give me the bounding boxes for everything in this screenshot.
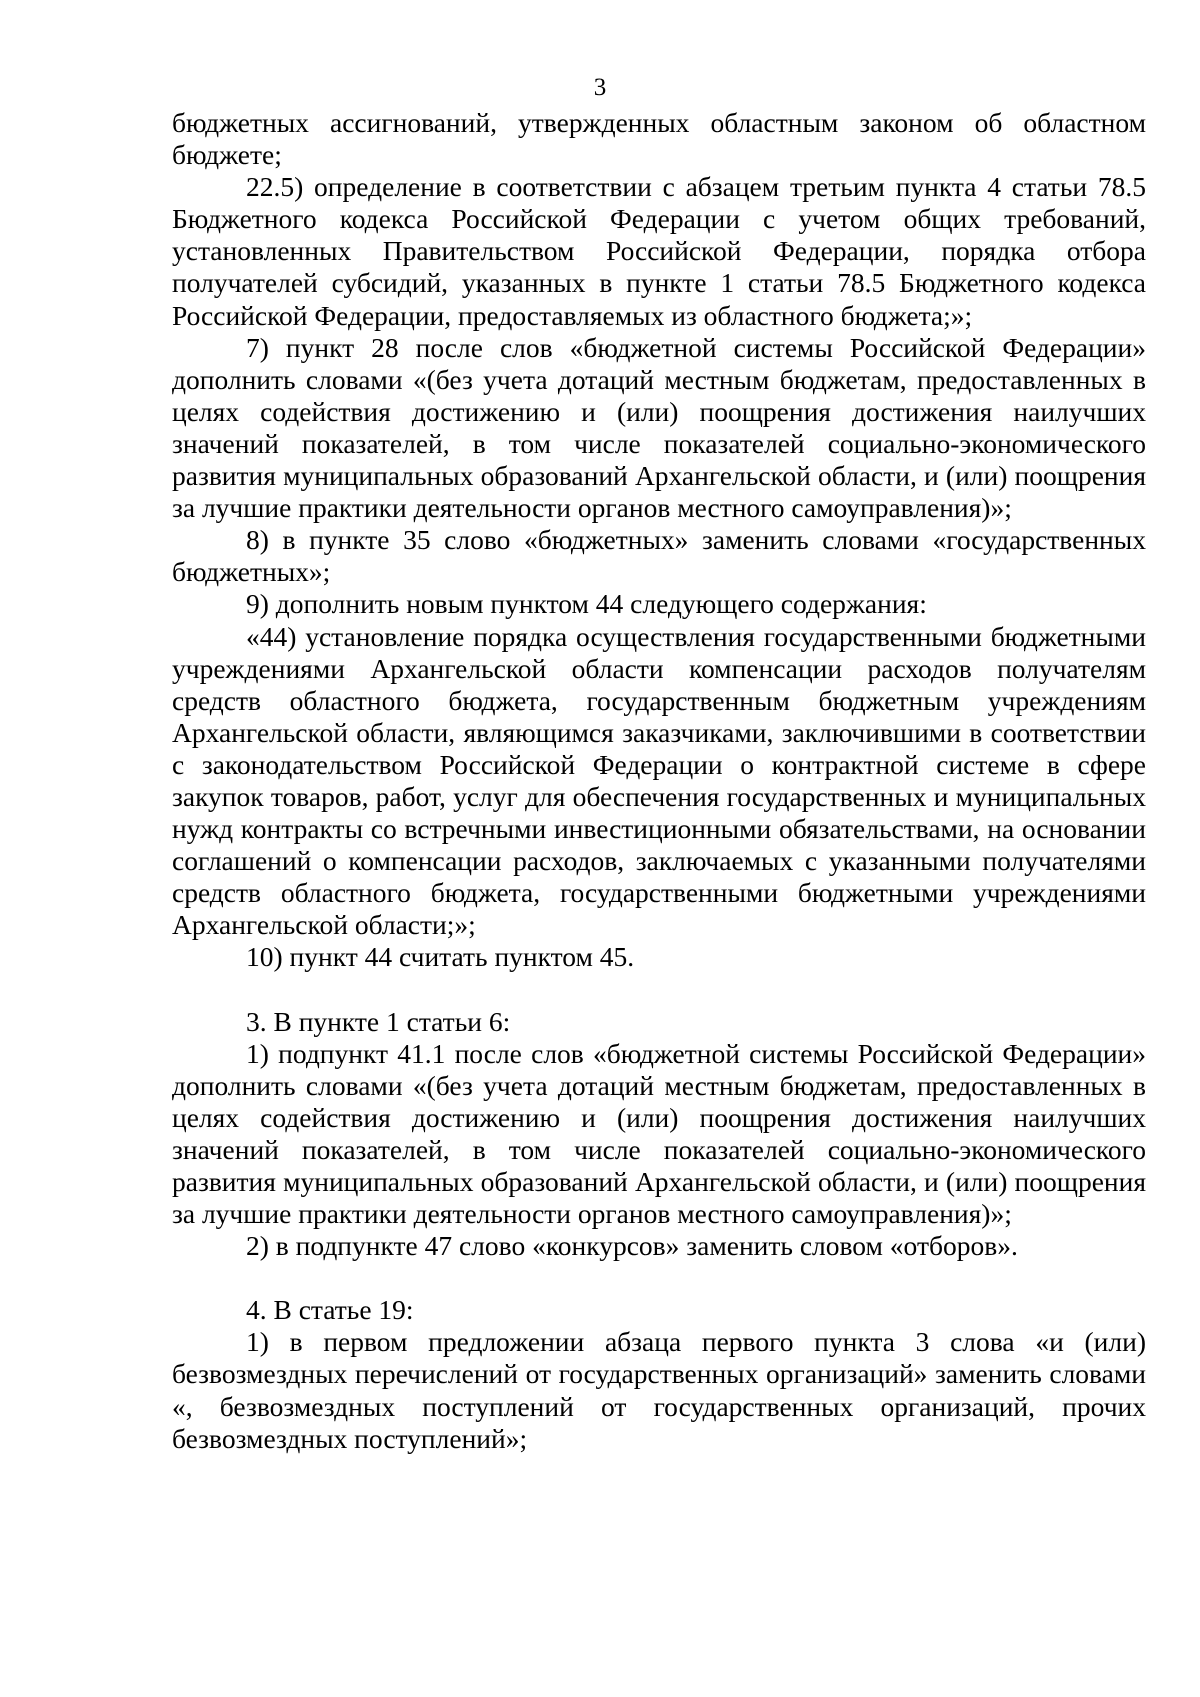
paragraph-item-22-5: 22.5) определение в соответствии с абзацем третьим пункта 4 статьи 78.5 Бюджетного кодекса Российской Федерации с учетом общих требований, установленных Правительством Российской Федерации, порядка отбора получателей субсидий, указанных в пункте 1 статьи 78.5 Бюджетного кодекса Российской Федерации, предоставляемых из областного бюджета;»; <box>172 171 1146 331</box>
paragraph-item-8: 8) в пункте 35 слово «бюджетных» заменить словами «государственных бюджетных»; <box>172 524 1146 588</box>
paragraph-section-4-item-1: 1) в первом предложении абзаца первого пункта 3 слова «и (или) безвозмездных перечислений от государственных организаций» заменить словами «, безвозмездных поступлений от государственных организаций, прочих безвозмездных поступлений»; <box>172 1326 1146 1454</box>
page-number: 3 <box>593 74 607 101</box>
section-heading-3: 3. В пункте 1 статьи 6: <box>246 1005 511 1037</box>
paragraph-section-3-item-1: 1) подпункт 41.1 после слов «бюджетной системы Российской Федерации» дополнить словами «(без учета дотаций местным бюджетам, предоставленных в целях содействия достижению и (или) поощрения достижения наилучших значений показателей, в том числе показателей социально-экономического развития муниципальных образований Архангельской области, и (или) поощрения за лучшие практики деятельности органов местного самоуправления)»; <box>172 1037 1146 1230</box>
paragraph-item-10: 10) пункт 44 считать пунктом 45. <box>246 941 635 973</box>
paragraph-item-9: 9) дополнить новым пунктом 44 следующего содержания: <box>246 588 927 620</box>
section-heading-4: 4. В статье 19: <box>246 1294 414 1326</box>
paragraph-item-44-quote: «44) установление порядка осуществления государственными бюджетными учреждениями Архангельской области компенсации расходов получателям средств областного бюджета, государственным бюджетным учреждениям Архангельской области, являющимся заказчиками, заключившими в соответствии с законодательством Российской Федерации о контрактной системе в сфере закупок товаров, работ, услуг для обеспечения государственных и муниципальных нужд контракты со встречными инвестиционными обязательствами, на основании соглашений о компенсации расходов, заключаемых с указанными получателями средств областного бюджета, государственными бюджетными учреждениями Архангельской области;»; <box>172 620 1146 941</box>
paragraph-continuation: бюджетных ассигнований, утвержденных областным законом об областном бюджете; <box>172 107 1146 171</box>
paragraph-section-3-item-2: 2) в подпункте 47 слово «конкурсов» заменить словом «отборов». <box>246 1230 1018 1262</box>
paragraph-item-7: 7) пункт 28 после слов «бюджетной системы Российской Федерации» дополнить словами «(без учета дотаций местным бюджетам, предоставленных в целях содействия достижению и (или) поощрения достижения наилучших значений показателей, в том числе показателей социально-экономического развития муниципальных образований Архангельской области, и (или) поощрения за лучшие практики деятельности органов местного самоуправления)»; <box>172 331 1146 524</box>
document-body <box>172 107 1146 1455</box>
